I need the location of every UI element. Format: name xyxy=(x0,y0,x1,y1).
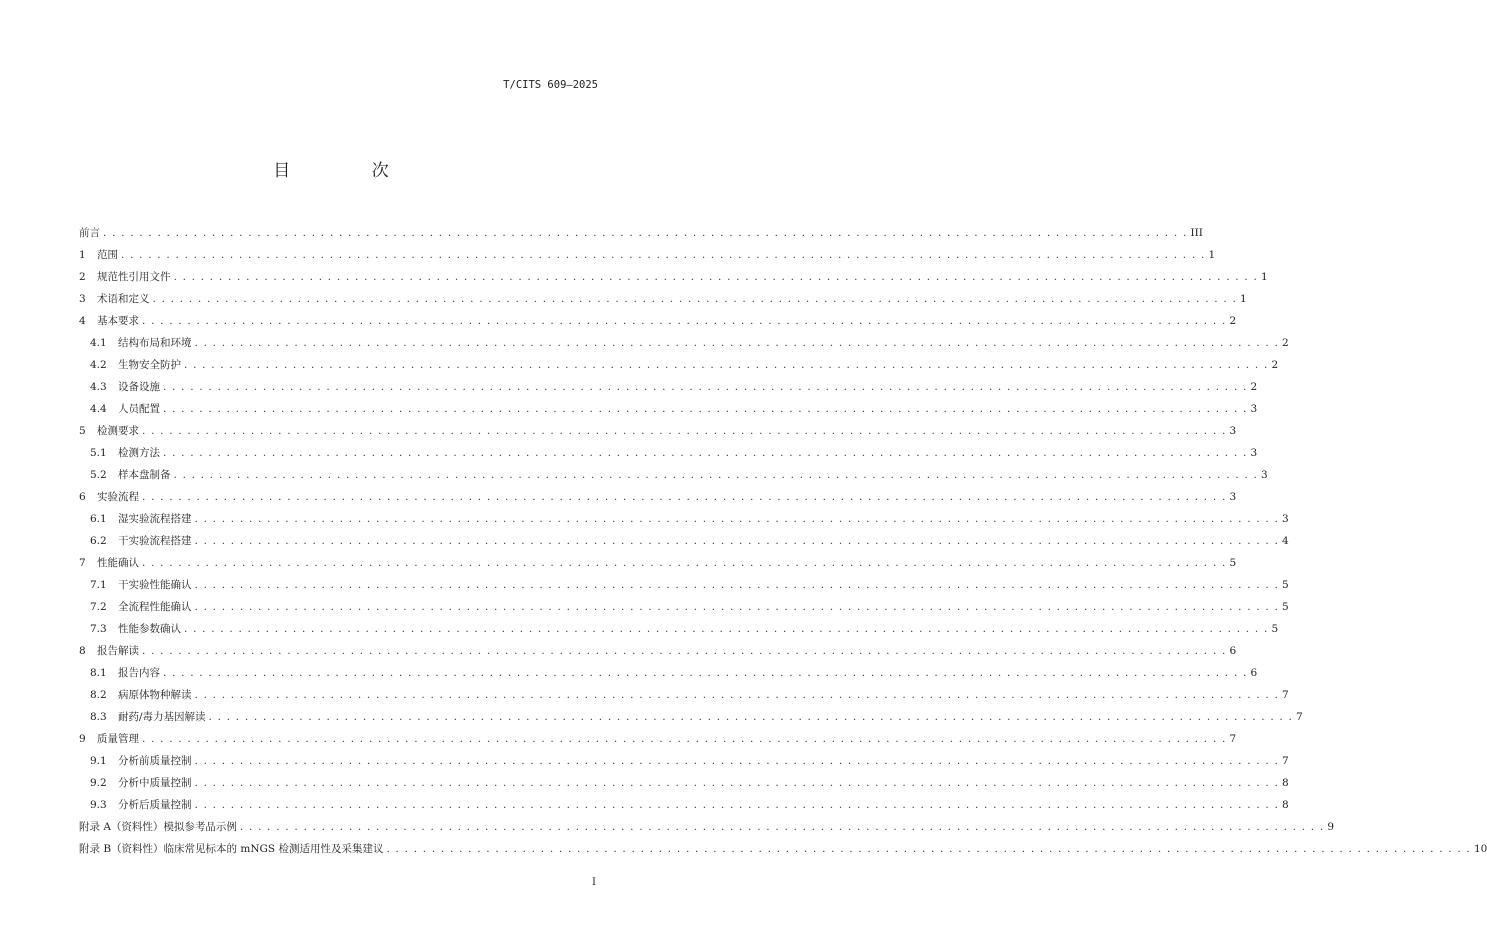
toc-entry-number: 4.4 xyxy=(90,403,107,415)
toc-entry-number: 2 xyxy=(79,271,86,283)
toc-entry-title: 前言 xyxy=(79,227,100,239)
dot-leader: . . . . . . . . . . . . . . . . . . . . . . . . . . . . . . . . . . . . . . . . . . . . . . . . . . . . . . . . . . . . . . . . . . . . . . . . . . . . . . . . . . . . . . . . . . . . . . . . . . . . . . . . . . . . . . . . . . . . . . . . xyxy=(121,249,1206,261)
dot-leader: . . . . . . . . . . . . . . . . . . . . . . . . . . . . . . . . . . . . . . . . . . . . . . . . . . . . . . . . . . . . . . . . . . . . . . . . . . . . . . . . . . . . . . . . . . . . . . . . . . . . . . . . . . . . . . . . . . . . . . . . xyxy=(194,799,1279,811)
toc-entry-title: 临床常见标本的 mNGS 检测适用性及采集建议 xyxy=(163,843,384,855)
toc-entry-number: 7.3 xyxy=(90,623,107,635)
dot-leader: . . . . . . . . . . . . . . . . . . . . . . . . . . . . . . . . . . . . . . . . . . . . . . . . . . . . . . . . . . . . . . . . . . . . . . . . . . . . . . . . . . . . . . . . . . . . . . . . . . . . . . . . . . . . . . . . . . . . . . . . xyxy=(386,843,1471,855)
toc-entry[interactable] xyxy=(79,618,1279,640)
toc-entry-number: 4 xyxy=(79,315,86,327)
toc-entry-title: 报告内容 xyxy=(118,667,160,679)
toc-entry-title: 性能参数确认 xyxy=(118,623,181,635)
dot-leader: . . . . . . . . . . . . . . . . . . . . . . . . . . . . . . . . . . . . . . . . . . . . . . . . . . . . . . . . . . . . . . . . . . . . . . . . . . . . . . . . . . . . . . . . . . . . . . . . . . . . . . . . . . . . . . . . . . . . . . . . xyxy=(173,271,1258,283)
toc-entry-page: 3 xyxy=(1261,469,1268,481)
toc-entry[interactable] xyxy=(79,244,1216,266)
dot-leader: . . . . . . . . . . . . . . . . . . . . . . . . . . . . . . . . . . . . . . . . . . . . . . . . . . . . . . . . . . . . . . . . . . . . . . . . . . . . . . . . . . . . . . . . . . . . . . . . . . . . . . . . . . . . . . . . . . . . . . . . xyxy=(142,491,1227,503)
toc-entry-title: 病原体物种解读 xyxy=(118,689,192,701)
dot-leader: . . . . . . . . . . . . . . . . . . . . . . . . . . . . . . . . . . . . . . . . . . . . . . . . . . . . . . . . . . . . . . . . . . . . . . . . . . . . . . . . . . . . . . . . . . . . . . . . . . . . . . . . . . . . . . . . . . . . . . . . xyxy=(239,821,1325,833)
toc-entry-page: 3 xyxy=(1229,491,1237,503)
document-code: T/CITS 609—2025 xyxy=(503,79,598,91)
toc-entry[interactable] xyxy=(79,266,1268,288)
dot-leader: . . . . . . . . . . . . . . . . . . . . . . . . . . . . . . . . . . . . . . . . . . . . . . . . . . . . . . . . . . . . . . . . . . . . . . . . . . . . . . . . . . . . . . . . . . . . . . . . . . . . . . . . . . . . . . . . . . . . . . . . xyxy=(194,579,1279,591)
toc-entry[interactable] xyxy=(79,838,1487,860)
toc-entry[interactable] xyxy=(79,684,1289,706)
toc-entry-number: 4.1 xyxy=(90,337,107,349)
dot-leader: . . . . . . . . . . . . . . . . . . . . . . . . . . . . . . . . . . . . . . . . . . . . . . . . . . . . . . . . . . . . . . . . . . . . . . . . . . . . . . . . . . . . . . . . . . . . . . . . . . . . . . . . . . . . . . . . . . . . . . . . xyxy=(194,337,1279,349)
toc-entry-page: 6 xyxy=(1229,645,1237,657)
toc-entry[interactable] xyxy=(79,222,1203,244)
toc-entry-page: 10 xyxy=(1473,843,1487,855)
toc-entry-page: 2 xyxy=(1271,359,1279,371)
toc-entry[interactable] xyxy=(79,288,1247,310)
toc-entry[interactable] xyxy=(79,332,1289,354)
toc-entry[interactable] xyxy=(79,376,1258,398)
toc-entry-title: 性能确认 xyxy=(97,557,139,569)
toc-entry-title: 范围 xyxy=(97,249,118,261)
toc-entry-number: 9 xyxy=(79,733,86,745)
dot-leader: . . . . . . . . . . . . . . . . . . . . . . . . . . . . . . . . . . . . . . . . . . . . . . . . . . . . . . . . . . . . . . . . . . . . . . . . . . . . . . . . . . . . . . . . . . . . . . . . . . . . . . . . . . . . . . . . . . . . . . . . xyxy=(194,689,1279,701)
dot-leader: . . . . . . . . . . . . . . . . . . . . . . . . . . . . . . . . . . . . . . . . . . . . . . . . . . . . . . . . . . . . . . . . . . . . . . . . . . . . . . . . . . . . . . . . . . . . . . . . . . . . . . . . . . . . . . . . . . . . . . . . xyxy=(163,403,1248,415)
toc-entry-number: 7.2 xyxy=(90,601,107,613)
toc-entry-title: 检测要求 xyxy=(97,425,139,437)
toc-entry-page: 7 xyxy=(1296,711,1303,723)
toc-entry-number: 4.3 xyxy=(90,381,107,393)
toc-appendix-label: 附录 B（资料性） xyxy=(79,843,164,855)
toc-entry-title: 分析中质量控制 xyxy=(118,777,192,789)
toc-entry-page: III xyxy=(1190,227,1203,239)
toc-entry-title: 分析前质量控制 xyxy=(118,755,192,767)
toc-entry-number: 9.2 xyxy=(90,777,107,789)
toc-entry-title: 人员配置 xyxy=(118,403,160,415)
toc-entry-number: 8.2 xyxy=(90,689,107,701)
toc-entry-page: 9 xyxy=(1327,821,1335,833)
toc-title: 目 次 xyxy=(273,161,427,181)
toc-entry-page: 7 xyxy=(1229,733,1237,745)
toc-entry-page: 2 xyxy=(1250,381,1258,393)
toc-entry-page: 3 xyxy=(1250,403,1258,415)
dot-leader: . . . . . . . . . . . . . . . . . . . . . . . . . . . . . . . . . . . . . . . . . . . . . . . . . . . . . . . . . . . . . . . . . . . . . . . . . . . . . . . . . . . . . . . . . . . . . . . . . . . . . . . . . . . . . . . . . . . . . . . . xyxy=(142,557,1227,569)
toc-entry-page: 4 xyxy=(1282,535,1289,547)
toc-entry-title: 术语和定义 xyxy=(97,293,150,305)
toc-entry[interactable] xyxy=(79,662,1258,684)
toc-entry-number: 6.1 xyxy=(90,513,107,525)
toc-entry[interactable] xyxy=(79,706,1303,728)
toc-entry-page: 5 xyxy=(1229,557,1237,569)
dot-leader: . . . . . . . . . . . . . . . . . . . . . . . . . . . . . . . . . . . . . . . . . . . . . . . . . . . . . . . . . . . . . . . . . . . . . . . . . . . . . . . . . . . . . . . . . . . . . . . . . . . . . . . . . . . . . . . . . . . . . . . . xyxy=(184,359,1269,371)
toc-entry[interactable] xyxy=(79,442,1258,464)
toc-entry-title: 结构布局和环境 xyxy=(118,337,192,349)
dot-leader: . . . . . . . . . . . . . . . . . . . . . . . . . . . . . . . . . . . . . . . . . . . . . . . . . . . . . . . . . . . . . . . . . . . . . . . . . . . . . . . . . . . . . . . . . . . . . . . . . . . . . . . . . . . . . . . . . . . . . . . . xyxy=(194,513,1279,525)
toc-entry-page: 5 xyxy=(1271,623,1279,635)
dot-leader: . . . . . . . . . . . . . . . . . . . . . . . . . . . . . . . . . . . . . . . . . . . . . . . . . . . . . . . . . . . . . . . . . . . . . . . . . . . . . . . . . . . . . . . . . . . . . . . . . . . . . . . . . . . . . . . . . . . . . . . . xyxy=(194,755,1279,767)
toc-entry-number: 9.1 xyxy=(90,755,107,767)
toc-entry[interactable] xyxy=(79,354,1279,376)
toc-entry-number: 3 xyxy=(79,293,86,305)
toc-entry-page: 1 xyxy=(1208,249,1216,261)
dot-leader: . . . . . . . . . . . . . . . . . . . . . . . . . . . . . . . . . . . . . . . . . . . . . . . . . . . . . . . . . . . . . . . . . . . . . . . . . . . . . . . . . . . . . . . . . . . . . . . . . . . . . . . . . . . . . . . . . . . . . . . . xyxy=(142,645,1227,657)
dot-leader: . . . . . . . . . . . . . . . . . . . . . . . . . . . . . . . . . . . . . . . . . . . . . . . . . . . . . . . . . . . . . . . . . . . . . . . . . . . . . . . . . . . . . . . . . . . . . . . . . . . . . . . . . . . . . . . . . . . . . . . . xyxy=(194,535,1279,547)
toc-entry-number: 8 xyxy=(79,645,86,657)
toc-entry[interactable] xyxy=(79,574,1289,596)
dot-leader: . . . . . . . . . . . . . . . . . . . . . . . . . . . . . . . . . . . . . . . . . . . . . . . . . . . . . . . . . . . . . . . . . . . . . . . . . . . . . . . . . . . . . . . . . . . . . . . . . . . . . . . . . . . . . . . . . . . . . . . . xyxy=(103,227,1188,239)
toc-entry-number: 6 xyxy=(79,491,86,503)
toc-entry-number: 6.2 xyxy=(90,535,107,547)
toc-entry[interactable] xyxy=(79,794,1289,816)
toc-entry[interactable] xyxy=(79,596,1289,618)
toc-entry[interactable] xyxy=(79,750,1289,772)
dot-leader: . . . . . . . . . . . . . . . . . . . . . . . . . . . . . . . . . . . . . . . . . . . . . . . . . . . . . . . . . . . . . . . . . . . . . . . . . . . . . . . . . . . . . . . . . . . . . . . . . . . . . . . . . . . . . . . . . . . . . . . . xyxy=(152,293,1237,305)
dot-leader: . . . . . . . . . . . . . . . . . . . . . . . . . . . . . . . . . . . . . . . . . . . . . . . . . . . . . . . . . . . . . . . . . . . . . . . . . . . . . . . . . . . . . . . . . . . . . . . . . . . . . . . . . . . . . . . . . . . . . . . . xyxy=(208,711,1294,723)
dot-leader: . . . . . . . . . . . . . . . . . . . . . . . . . . . . . . . . . . . . . . . . . . . . . . . . . . . . . . . . . . . . . . . . . . . . . . . . . . . . . . . . . . . . . . . . . . . . . . . . . . . . . . . . . . . . . . . . . . . . . . . . xyxy=(173,469,1258,481)
toc-entry-title: 干实验性能确认 xyxy=(118,579,192,591)
toc-entry-page: 2 xyxy=(1229,315,1237,327)
dot-leader: . . . . . . . . . . . . . . . . . . . . . . . . . . . . . . . . . . . . . . . . . . . . . . . . . . . . . . . . . . . . . . . . . . . . . . . . . . . . . . . . . . . . . . . . . . . . . . . . . . . . . . . . . . . . . . . . . . . . . . . . xyxy=(194,777,1279,789)
toc-entry-number: 5.1 xyxy=(90,447,107,459)
toc-entry-page: 7 xyxy=(1282,755,1289,767)
toc-entry[interactable] xyxy=(79,464,1268,486)
toc-entry-title: 耐药/毒力基因解读 xyxy=(118,711,206,723)
toc-entry-number: 1 xyxy=(79,249,86,261)
dot-leader: . . . . . . . . . . . . . . . . . . . . . . . . . . . . . . . . . . . . . . . . . . . . . . . . . . . . . . . . . . . . . . . . . . . . . . . . . . . . . . . . . . . . . . . . . . . . . . . . . . . . . . . . . . . . . . . . . . . . . . . . xyxy=(142,315,1227,327)
toc-entry[interactable] xyxy=(79,552,1237,574)
toc-entry[interactable] xyxy=(79,640,1237,662)
toc-entry-page: 2 xyxy=(1282,337,1289,349)
toc-entry[interactable] xyxy=(79,728,1237,750)
dot-leader: . . . . . . . . . . . . . . . . . . . . . . . . . . . . . . . . . . . . . . . . . . . . . . . . . . . . . . . . . . . . . . . . . . . . . . . . . . . . . . . . . . . . . . . . . . . . . . . . . . . . . . . . . . . . . . . . . . . . . . . . xyxy=(163,381,1248,393)
toc-entry-title: 规范性引用文件 xyxy=(97,271,171,283)
toc-entry-number: 8.3 xyxy=(90,711,107,723)
toc-entry-page: 6 xyxy=(1250,667,1258,679)
toc-entry-number: 9.3 xyxy=(90,799,107,811)
toc-entry-number: 4.2 xyxy=(90,359,107,371)
toc-entry-title: 质量管理 xyxy=(97,733,139,745)
toc-entry[interactable] xyxy=(79,420,1237,442)
toc-entry-page: 3 xyxy=(1250,447,1258,459)
dot-leader: . . . . . . . . . . . . . . . . . . . . . . . . . . . . . . . . . . . . . . . . . . . . . . . . . . . . . . . . . . . . . . . . . . . . . . . . . . . . . . . . . . . . . . . . . . . . . . . . . . . . . . . . . . . . . . . . . . . . . . . . xyxy=(142,733,1227,745)
toc-entry-page: 8 xyxy=(1282,777,1289,789)
toc-entry-page: 3 xyxy=(1282,513,1289,525)
toc-entry-number: 5 xyxy=(79,425,86,437)
toc-entry-page: 5 xyxy=(1282,601,1289,613)
toc-appendix-label: 附录 A（资料性） xyxy=(79,821,164,833)
toc-entry-page: 3 xyxy=(1229,425,1237,437)
toc-entry[interactable] xyxy=(79,310,1237,332)
toc-entry-number: 5.2 xyxy=(90,469,107,481)
dot-leader: . . . . . . . . . . . . . . . . . . . . . . . . . . . . . . . . . . . . . . . . . . . . . . . . . . . . . . . . . . . . . . . . . . . . . . . . . . . . . . . . . . . . . . . . . . . . . . . . . . . . . . . . . . . . . . . . . . . . . . . . xyxy=(194,601,1279,613)
toc-entry-title: 基本要求 xyxy=(97,315,139,327)
toc-entry-title: 干实验流程搭建 xyxy=(118,535,192,547)
toc-entry[interactable] xyxy=(79,486,1237,508)
toc-entry[interactable] xyxy=(79,508,1289,530)
toc-entry-page: 8 xyxy=(1282,799,1289,811)
toc-entry[interactable] xyxy=(79,772,1289,794)
toc-entry-number: 7.1 xyxy=(90,579,107,591)
dot-leader: . . . . . . . . . . . . . . . . . . . . . . . . . . . . . . . . . . . . . . . . . . . . . . . . . . . . . . . . . . . . . . . . . . . . . . . . . . . . . . . . . . . . . . . . . . . . . . . . . . . . . . . . . . . . . . . . . . . . . . . . xyxy=(184,623,1269,635)
toc-entry[interactable] xyxy=(79,530,1289,552)
toc-entry-title: 分析后质量控制 xyxy=(118,799,192,811)
dot-leader: . . . . . . . . . . . . . . . . . . . . . . . . . . . . . . . . . . . . . . . . . . . . . . . . . . . . . . . . . . . . . . . . . . . . . . . . . . . . . . . . . . . . . . . . . . . . . . . . . . . . . . . . . . . . . . . . . . . . . . . . xyxy=(163,667,1248,679)
toc-entry-title: 实验流程 xyxy=(97,491,139,503)
toc-entry-title: 报告解读 xyxy=(97,645,139,657)
toc-entry-page: 5 xyxy=(1282,579,1289,591)
toc-entry-title: 生物安全防护 xyxy=(118,359,181,371)
toc-entry-number: 8.1 xyxy=(90,667,107,679)
toc-entry-page: 1 xyxy=(1240,293,1247,305)
toc-entry-title: 模拟参考品示例 xyxy=(163,821,237,833)
toc-entry-number: 7 xyxy=(79,557,86,569)
toc-entry-page: 1 xyxy=(1261,271,1268,283)
page-number: I xyxy=(592,877,596,888)
toc-entry-title: 全流程性能确认 xyxy=(118,601,192,613)
toc-entry-title: 设备设施 xyxy=(118,381,160,393)
table-of-contents xyxy=(79,222,1487,860)
toc-entry-title: 湿实验流程搭建 xyxy=(118,513,192,525)
dot-leader: . . . . . . . . . . . . . . . . . . . . . . . . . . . . . . . . . . . . . . . . . . . . . . . . . . . . . . . . . . . . . . . . . . . . . . . . . . . . . . . . . . . . . . . . . . . . . . . . . . . . . . . . . . . . . . . . . . . . . . . . xyxy=(142,425,1227,437)
dot-leader: . . . . . . . . . . . . . . . . . . . . . . . . . . . . . . . . . . . . . . . . . . . . . . . . . . . . . . . . . . . . . . . . . . . . . . . . . . . . . . . . . . . . . . . . . . . . . . . . . . . . . . . . . . . . . . . . . . . . . . . . xyxy=(163,447,1248,459)
toc-entry-page: 7 xyxy=(1282,689,1289,701)
toc-entry-title: 样本盘制备 xyxy=(118,469,171,481)
toc-entry-title: 检测方法 xyxy=(118,447,160,459)
toc-entry[interactable] xyxy=(79,816,1335,838)
toc-entry[interactable] xyxy=(79,398,1258,420)
